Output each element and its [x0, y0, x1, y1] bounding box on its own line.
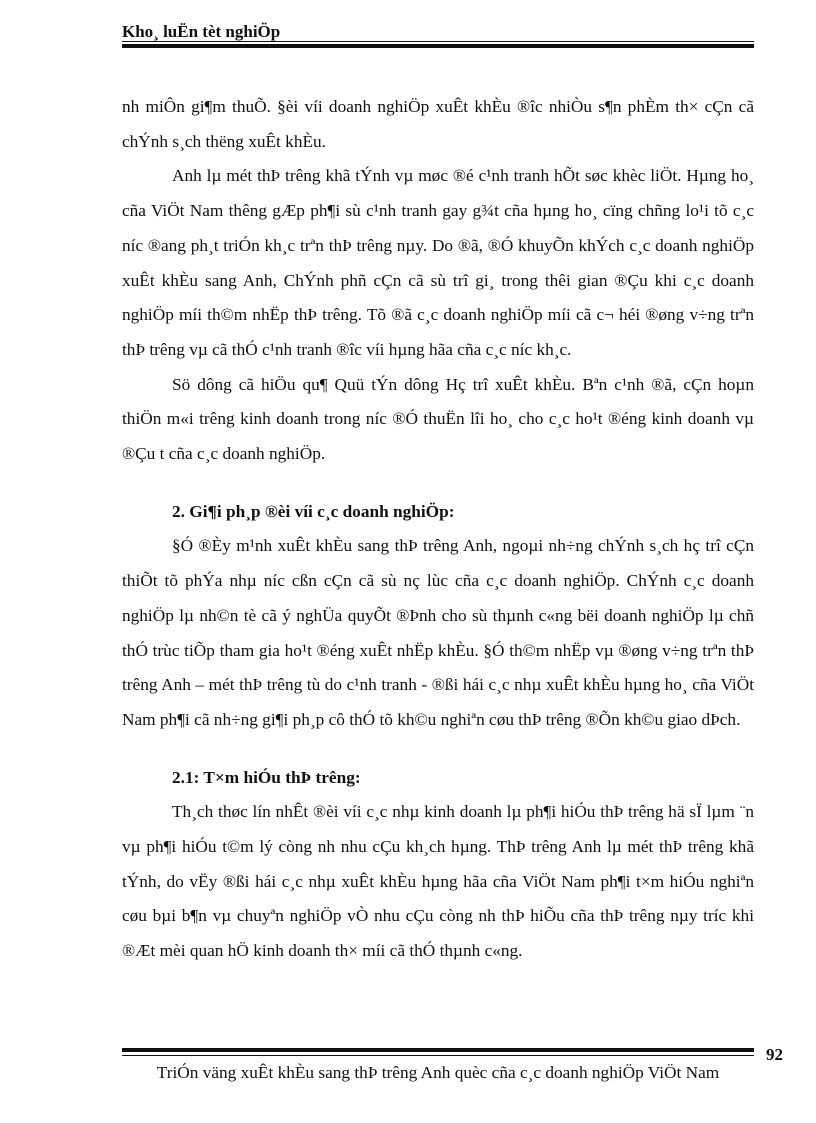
footer-rule-thin: [122, 1055, 754, 1056]
section-heading-2-1: 2.1: T×m hiÓu thÞ trêng:: [172, 767, 361, 787]
paragraph-enterprise-solutions: §Ó ®Èy m¹nh xuÊt khÈu sang thÞ trêng Anh, ngoµi nh÷ng chÝnh s¸ch hç trî cÇn thiÕt tõ phÝa nhµ níc cßn cÇn cã sù nç lùc cña c¸c doanh nghiÖp. ChÝnh c¸c doanh nghiÖp lµ nh©n tè cã ý nghÜa quyÕt ®Þnh cho sù thµnh c«ng bëi doanh nghiÖp lµ chñ thÓ trùc tiÕp tham gia ho¹t ®éng xuÊt nhËp khÈu. §Ó th©m nhËp vµ ®øng v÷ng trªn thÞ trêng Anh – mét thÞ trêng tù do c¹nh tranh - ®ßi hái c¸c nhµ xuÊt khÈu hµng ho¸ cña ViÖt Nam ph¶i cã nh÷ng gi¶i ph¸p cô thÓ tõ kh©u nghiªn cøu thÞ trêng ®Õn kh©u giao dÞch.: [122, 536, 754, 729]
section-heading-2: 2. Gi¶i ph¸p ®èi víi c¸c doanh nghiÖp:: [172, 501, 455, 521]
header-rule-thick: [122, 44, 754, 48]
section-gap: [122, 472, 754, 495]
paragraph-uk-market: Anh lµ mét thÞ trêng khã tÝnh vµ møc ®é c¹nh tranh hÕt søc khèc liÖt. Hµng ho¸ cña ViÖt Nam thêng gÆp ph¶i sù c¹nh tranh gay g¾t cña hµng ho¸ cïng chñng lo¹i tõ c¸c níc ®ang ph¸t triÓn kh¸c trªn thÞ trêng nµy. Do ®ã, ®Ó khuyÕn khÝch c¸c doanh nghiÖp xuÊt khÈu sang Anh, ChÝnh phñ cÇn cã sù trî gi¸ trong thêi gian ®Çu khi c¸c doanh nghiÖp míi th©m nhËp thÞ trêng. Tõ ®ã c¸c doanh nghiÖp míi cã c¬ héi ®øng v÷ng trªn thÞ trêng vµ cã thÓ c¹nh tranh ®îc víi hµng hãa cña c¸c níc kh¸c.: [122, 166, 754, 359]
footer-rule-thick: [122, 1048, 754, 1052]
section-gap: [122, 738, 754, 761]
paragraph-market-research: Th¸ch thøc lín nhÊt ®èi víi c¸c nhµ kinh doanh lµ ph¶i hiÓu thÞ trêng hä sÏ lµm ¨n vµ ph¶i hiÓu t©m lý còng nh nhu cÇu kh¸ch hµng. ThÞ trêng Anh lµ mét thÞ trêng khã tÝnh, do vËy ®ßi hái c¸c nhµ xuÊt khÈu hµng hãa cña ViÖt Nam ph¶i t×m hiÓu nghiªn cøu bµi b¶n vµ chuyªn nghiÖp vÒ nhu cÇu còng nh thÞ hiÕu cña thÞ trêng nµy tríc khi ®Æt mèi quan hÖ kinh doanh th× míi cã thÓ thµnh c«ng.: [122, 802, 754, 961]
paragraph-continuation: nh miÔn gi¶m thuÕ. §èi víi doanh nghiÖp xuÊt khÈu ®îc nhiÒu s¶n phÈm th× cÇn cã chÝnh s¸ch thëng xuÊt khÈu.: [122, 97, 754, 151]
page-number: 92: [766, 1045, 783, 1064]
page-body: [122, 90, 754, 969]
header-rule-thin: [122, 41, 754, 42]
running-footer-title: TriÓn väng xuÊt khÈu sang thÞ trêng Anh quèc cña c¸c doanh nghiÖp ViÖt Nam: [156, 1063, 720, 1082]
running-header-title: Kho¸ luËn tèt nghiÖp: [122, 22, 281, 41]
paragraph-credit-fund: Sö dông cã hiÖu qu¶ Quü tÝn dông Hç trî xuÊt khÈu. Bªn c¹nh ®ã, cÇn hoµn thiÖn m«i trêng kinh doanh trong níc ®Ó thuËn lîi ho¸ cho c¸c ho¹t ®éng kinh doanh vµ ®Çu t cña c¸c doanh nghiÖp.: [122, 374, 754, 464]
